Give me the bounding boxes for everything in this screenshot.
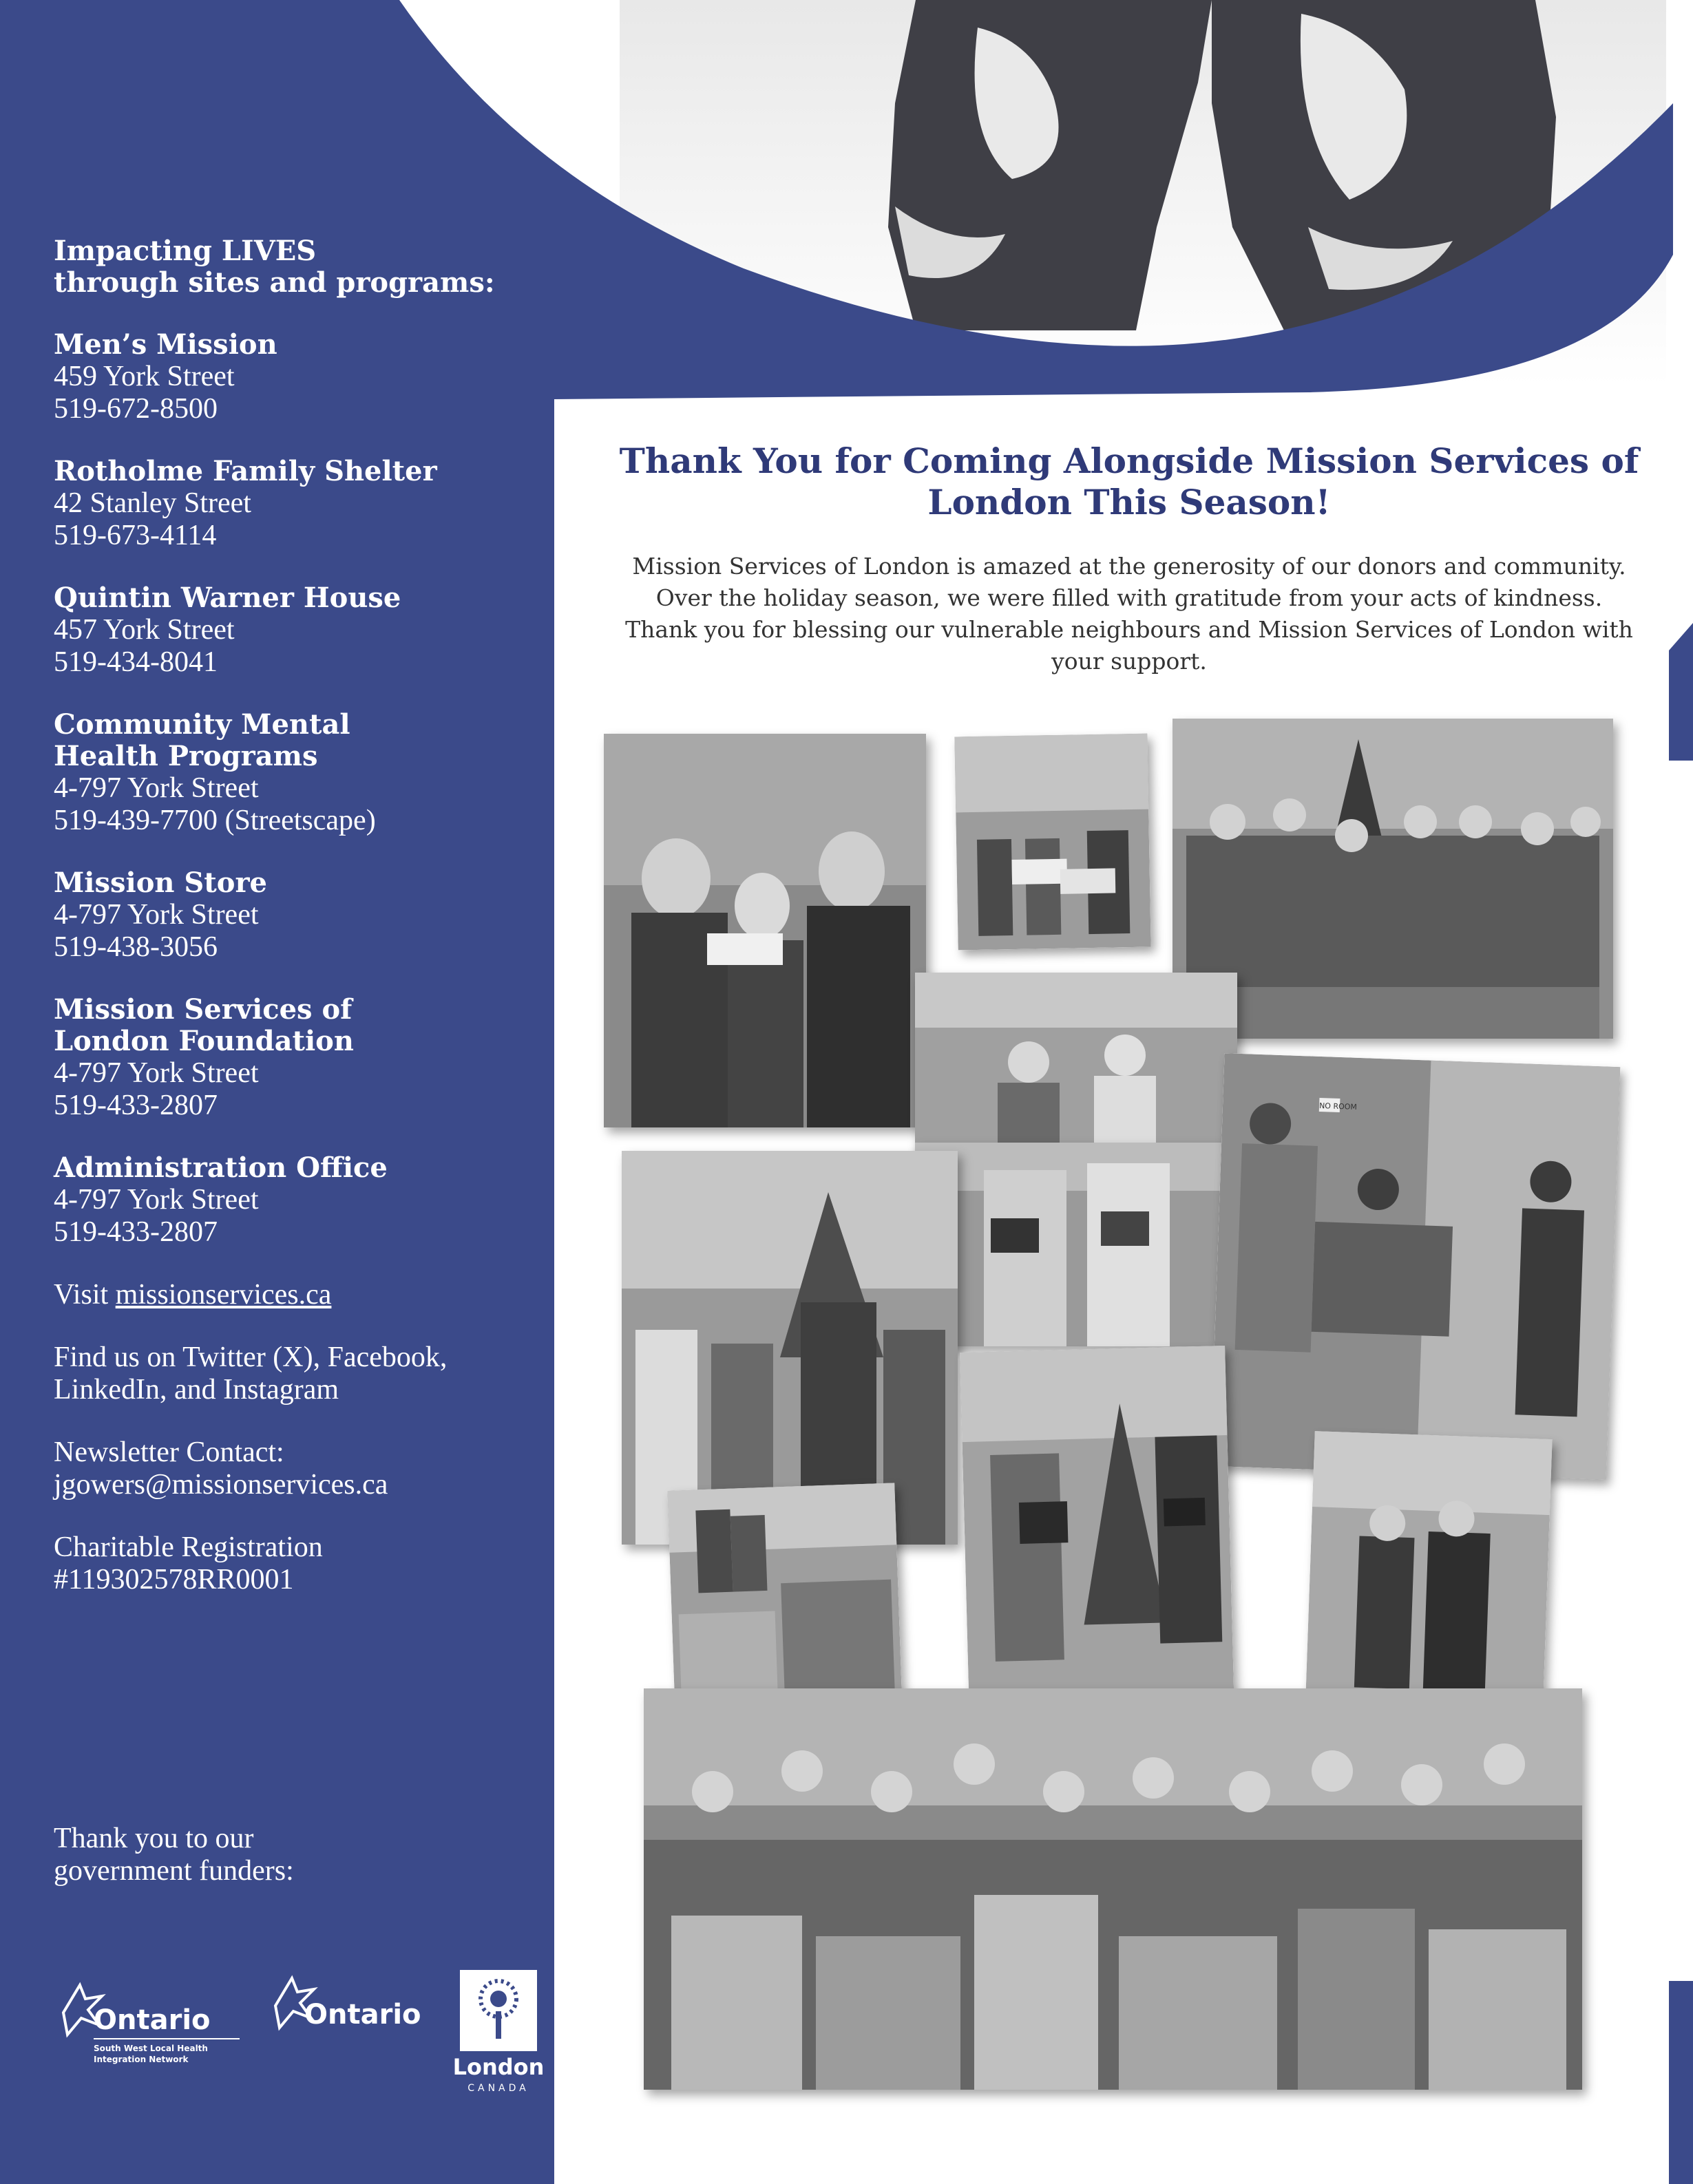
photo-image <box>960 1346 1234 1716</box>
sidebar-contact-info <box>54 235 536 1596</box>
location-address: 4-797 York Street <box>54 899 259 931</box>
newsletter-label: Newsletter Contact: <box>54 1436 284 1468</box>
photo-image <box>915 973 1237 1165</box>
location-title: Rotholme Family Shelter <box>54 455 437 487</box>
location-rotholme <box>54 456 536 552</box>
photo-image <box>667 1483 902 1717</box>
social-line-1: Find us on Twitter (X), Facebook, <box>54 1342 448 1373</box>
government-funders <box>54 1823 439 1887</box>
ontario-lhin-sub2: Integration Network <box>94 2055 189 2064</box>
location-title: Mission Services of <box>54 993 353 1026</box>
charity-number: #119302578RR0001 <box>54 1564 294 1595</box>
location-phone: 519-438-3056 <box>54 931 218 963</box>
london-name: London <box>452 2054 545 2080</box>
photo-cheque-presentation <box>604 734 926 1127</box>
location-phone: 519-433-2807 <box>54 1090 218 1121</box>
location-title: Quintin Warner House <box>54 582 401 614</box>
photo-image <box>1173 719 1613 1039</box>
location-title: London Foundation <box>54 1025 354 1057</box>
location-address: 459 York Street <box>54 361 235 392</box>
location-address: 4-797 York Street <box>54 772 259 804</box>
location-address: 4-797 York Street <box>54 1057 259 1089</box>
website-link[interactable]: missionservices.ca <box>115 1279 332 1311</box>
ontario-lhin-sub1: South West Local Health <box>94 2044 208 2053</box>
photo-image <box>1305 1431 1552 1704</box>
location-title: Health Programs <box>54 740 318 772</box>
photo-two-volunteers <box>915 973 1237 1165</box>
charity-label: Charitable Registration <box>54 1531 323 1563</box>
sidebar-heading-line1: Impacting LIVES <box>54 235 317 267</box>
right-accent-tab-bottom <box>1669 1981 1693 2184</box>
social-media-info <box>54 1342 536 1406</box>
photo-team-tree <box>1173 719 1613 1039</box>
photo-gift-bags-group <box>644 1688 1582 2090</box>
funders-line-2: government funders: <box>54 1855 294 1887</box>
location-title: Community Mental <box>54 708 350 741</box>
headline-line-1: Thank You for Coming Alongside Mission Services of <box>619 441 1639 481</box>
funder-logos-svg <box>54 1970 549 2101</box>
london-sub: CANADA <box>467 2083 529 2094</box>
photo-image <box>1210 1053 1621 1480</box>
location-address: 42 Stanley Street <box>54 487 251 519</box>
visit-prefix: Visit <box>54 1279 116 1311</box>
page-title <box>592 441 1666 523</box>
photo-image <box>954 734 1150 951</box>
location-title: Men’s Mission <box>54 328 277 361</box>
headline-line-2: London This Season! <box>927 482 1331 522</box>
charitable-registration <box>54 1531 536 1596</box>
london-tree-icon <box>460 1970 537 2051</box>
location-phone: 519-433-2807 <box>54 1216 218 1248</box>
photo-coats-donation <box>1305 1431 1552 1704</box>
photo-cart-gifts <box>667 1483 902 1717</box>
location-phone: 519-672-8500 <box>54 393 218 425</box>
location-address: 457 York Street <box>54 614 235 646</box>
location-foundation <box>54 994 536 1122</box>
photo-image <box>604 734 926 1127</box>
intro-paragraph: Mission Services of London is amazed at the generosity of our donors and community. Over the holiday season, we were filled with gratitude from your acts of kindness. Thank you for blessing our vulnerable neighbours and Mission Services of London with your support. <box>625 553 1633 675</box>
photo-gift-donation <box>954 734 1150 951</box>
sidebar-heading-line2: through sites and programs: <box>54 266 495 299</box>
ontario-name: Ontario <box>304 1999 421 2031</box>
photo-volunteers-coats <box>915 1143 1237 1346</box>
location-phone: 519-439-7700 (Streetscape) <box>54 805 376 836</box>
location-quintin-warner <box>54 582 536 679</box>
photo-image <box>644 1688 1582 2090</box>
funders-line-1: Thank you to our <box>54 1823 254 1854</box>
photo-image <box>622 1151 958 1545</box>
location-title: Administration Office <box>54 1152 388 1184</box>
funder-logos <box>54 1970 549 2101</box>
photo-greenhouse-group <box>622 1151 958 1545</box>
social-line-2: LinkedIn, and Instagram <box>54 1374 339 1406</box>
location-address: 4-797 York Street <box>54 1184 259 1216</box>
ontario-lhin-name: Ontario <box>94 2004 211 2036</box>
sign-text: NO ROOM <box>1318 1101 1358 1112</box>
location-mens-mission <box>54 329 536 425</box>
newsletter-contact <box>54 1436 536 1501</box>
location-phone: 519-673-4114 <box>54 520 217 551</box>
photo-laptop-donation <box>960 1346 1234 1716</box>
location-mission-store <box>54 867 536 964</box>
visit-website <box>54 1279 536 1311</box>
photo-image <box>915 1143 1237 1346</box>
location-title: Mission Store <box>54 867 267 899</box>
location-phone: 519-434-8041 <box>54 646 218 678</box>
photo-store-volunteers <box>1210 1053 1621 1480</box>
location-mental-health <box>54 709 536 837</box>
newsletter-email[interactable]: jgowers@missionservices.ca <box>54 1469 388 1501</box>
location-admin-office <box>54 1152 536 1249</box>
